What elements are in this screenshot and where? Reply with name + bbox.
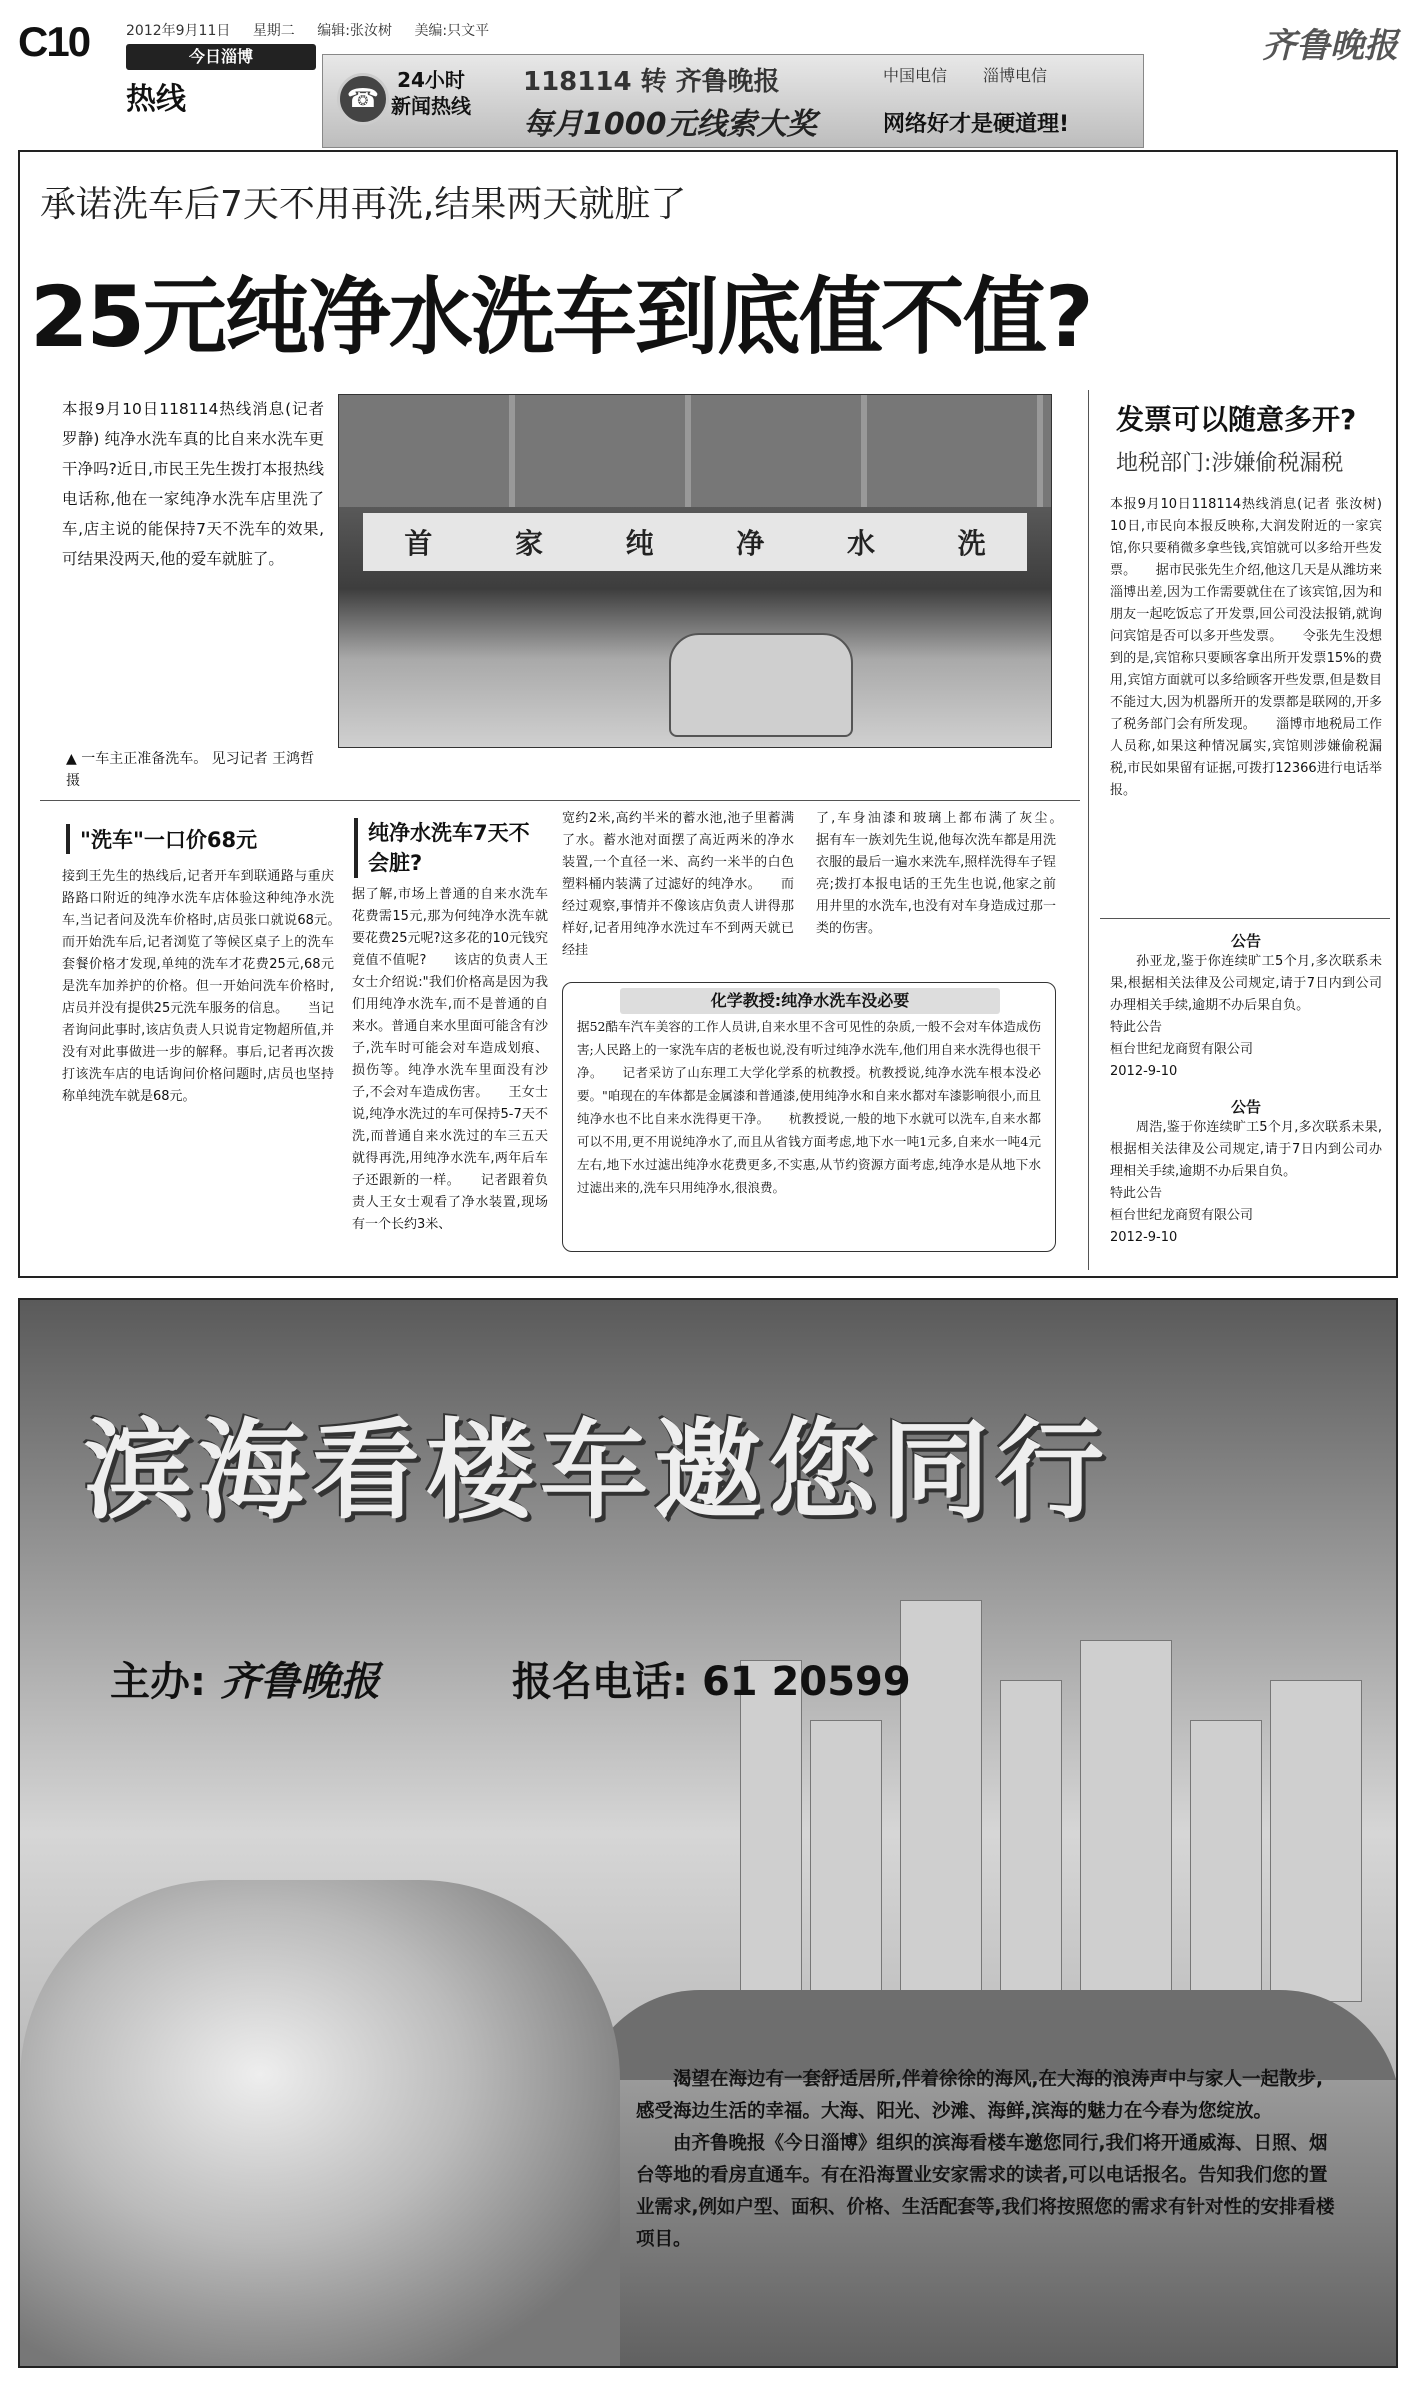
notice-text: 孙亚龙,鉴于你连续旷工5个月,多次联系未果,根据相关法律及公司规定,请于7日内到公司办理相关手续,逾期不办后果自负。	[1110, 954, 1382, 1013]
sign-char: 首	[404, 527, 433, 560]
sign-char: 纯	[625, 527, 654, 560]
ad-title: 滨海看楼车邀您同行	[84, 1409, 1111, 1534]
section3-text: 宽约2米,高约半米的蓄水池,池子里蓄满了水。蓄水池对面摆了高近两米的净水装置,一个直径一米、高约一米半的白色塑料桶内装满了过滤好的纯净水。 而经过观察,事情并不像该店负责人讲得那样好,记者用纯净水洗过车不到两天就已经挂	[562, 811, 794, 958]
divider	[1088, 390, 1089, 1270]
photo-car	[669, 633, 853, 737]
section2-title: 纯净水洗车7天不会脏?	[354, 818, 548, 878]
designer-credit: 美编:只文平	[414, 23, 490, 39]
issue-weekday: 星期二	[252, 23, 295, 39]
ad-host-name: 齐鲁晚报	[219, 1658, 380, 1705]
ad-building	[1270, 1680, 1362, 2002]
telephone-icon: ☎	[337, 73, 389, 125]
notice-1	[1110, 930, 1382, 1083]
news-photo	[338, 394, 1052, 748]
banner-slogan: 每月1000元线索大奖	[523, 107, 817, 142]
ad-building	[810, 1720, 882, 2002]
box-title: 化学教授:纯净水洗车没必要	[620, 988, 1000, 1014]
notice-sign: 特此公告	[1110, 1186, 1163, 1201]
banner-number: 118114 转 齐鲁晚报	[523, 67, 780, 97]
article-subhead: 承诺洗车后7天不用再洗,结果两天就脏了	[40, 184, 687, 225]
sidebar-title: 发票可以随意多开?	[1116, 403, 1357, 436]
section4-text: 了,车身油漆和玻璃上都布满了灰尘。 据有车一族刘先生说,他每次洗车都是用洗衣服的最后一遍水来洗车,照样洗得车子锃亮;拨打本报电话的王先生也说,他家之前用井里的水洗车,也没有对车身造成过那一类的伤害。	[816, 811, 1083, 936]
editor-credit: 编辑:张汝树	[317, 23, 392, 39]
divider	[1100, 918, 1390, 919]
ad-paragraph: 由齐鲁晚报《今日淄博》组织的滨海看楼车邀您同行,我们将开通威海、日照、烟台等地的看房直通车。有在沿海置业安家需求的读者,可以电话报名。告知我们您的置业需求,例如户型、面积、价格、生活配套等,我们将按照您的需求有针对性的安排看楼项目。	[636, 2133, 1335, 2250]
ad-building	[1000, 1680, 1062, 2002]
masthead-logo: 齐鲁晚报	[1262, 26, 1398, 66]
photo-posters	[339, 395, 1051, 507]
photo-shop-sign	[363, 513, 1027, 571]
section1-title: "洗车"一口价68元	[66, 824, 257, 854]
notice-company: 桓台世纪龙商贸有限公司	[1110, 1042, 1254, 1057]
ad-family-photo	[20, 1880, 620, 2366]
section-name: 热线	[126, 82, 186, 117]
header-meta	[126, 20, 507, 40]
notice-2	[1110, 1096, 1382, 1249]
notice-date: 2012-9-10	[1110, 1064, 1178, 1079]
section-tag: 今日淄博	[126, 44, 316, 70]
ad-building	[900, 1600, 982, 2002]
banner-telecom: 中国电信	[883, 66, 948, 85]
sidebar-subtitle: 地税部门:涉嫌偷税漏税	[1116, 451, 1344, 476]
ad-building	[740, 1660, 802, 2002]
ad-paragraph: 渴望在海边有一套舒适居所,伴着徐徐的海风,在大海的浪涛声中与家人一起散步,感受海边生活的幸福。大海、阳光、沙滩、海鲜,滨海的魅力在今春为您绽放。	[636, 2069, 1324, 2122]
article-headline: 25元纯净水洗车到底值不值?	[30, 268, 1092, 366]
sidebar-text: 本报9月10日118114热线消息(记者 张汝树) 10日,市民向本报反映称,大润发附近的一家宾馆,你只要稍微多拿些钱,宾馆就可以多给开些发票。 据市民张先生介绍,他这几天是从潍坊来淄博出差,因为工作需要就住在了该宾馆,因为和朋友一起吃饭忘了开发票,回公司没法报销,就询问宾馆是否可以多开些发票。 令张先生没想到的是,宾馆称只要顾客拿出所开发票15%的费用,宾馆方面就可以多给顾客开些发票,但是数目不能过大,因为机器所开的发票都是联网的,开多了税务部门会有所发现。 淄博市地税局工作人员称,如果这种情况属实,宾馆则涉嫌偷税漏税,市民如果留有证据,可拨打12366进行电话举报。	[1110, 497, 1382, 798]
notice-text: 周浩,鉴于你连续旷工5个月,多次联系未果,根据相关法律及公司规定,请于7日内到公司办理相关手续,逾期不办后果自负。	[1110, 1120, 1382, 1179]
notice-company: 桓台世纪龙商贸有限公司	[1110, 1208, 1254, 1223]
ad-host	[110, 1650, 380, 1707]
banner-zibo-telecom: 淄博电信	[983, 66, 1048, 85]
notice-sign: 特此公告	[1110, 1020, 1163, 1035]
notice-date: 2012-9-10	[1110, 1230, 1178, 1245]
page-number: C10	[18, 18, 90, 65]
ad-building	[1080, 1640, 1172, 2002]
notice-title: 公告	[1230, 932, 1261, 950]
sidebar-box	[562, 982, 1056, 1252]
ad-building	[1190, 1720, 1262, 2002]
box-text: 据52酷车汽车美容的工作人员讲,自来水里不含可见性的杂质,一般不会对车体造成伤害;人民路上的一家洗车店的老板也说,没有听过纯净水洗车,他们用自来水洗得也很干净。 记者采访了山东理工大学化学系的杭教授。杭教授说,纯净水洗车根本没必要。"咱现在的车体都是金属漆和普通漆,使用纯净水和自来水都对车漆影响很小,而且纯净水也不比自来水洗得更干净。 杭教授说,一般的地下水就可以洗车,自来水都可以不用,更不用说纯净水了,而且从省钱方面考虑,地下水一吨1元多,自来水一吨4元左右,地下水过滤出纯净水花费更多,不实惠,从节约资源方面考虑,纯净水是从地下水过滤出来的,洗车只用纯净水,很浪费。	[577, 1019, 1041, 1195]
sign-char: 净	[736, 527, 765, 560]
hotline-banner	[322, 54, 1144, 148]
notice-title: 公告	[1230, 1098, 1261, 1116]
ad-copy	[636, 2064, 1336, 2256]
divider	[40, 800, 1080, 801]
sign-char: 家	[514, 527, 543, 560]
ad-phone-label: 报名电话:	[512, 1659, 688, 1705]
issue-date: 2012年9月11日	[126, 23, 231, 39]
ad-host-label: 主办:	[110, 1659, 206, 1705]
ad-phone	[512, 1650, 911, 1707]
banner-tagline: 网络好才是硬道理!	[883, 112, 1070, 137]
banner-hotline: 24小时新闻热线	[391, 68, 471, 118]
sign-char: 洗	[957, 527, 986, 560]
ad-phone-number: 61 20599	[701, 1659, 911, 1705]
section2-text: 据了解,市场上普通的自来水洗车花费需15元,那为何纯净水洗车就要花费25元呢?这多花的10元钱究竟值不值呢? 该店的负责人王女士介绍说:"我们价格高是因为我们用纯净水洗车,而不是普通的自来水。普通自来水里面可能含有沙子,洗车时可能会对车造成划痕、损伤等。纯净水洗车里面没有沙子,不会对车造成伤害。 王女士说,纯净水洗过的车可保持5-7天不洗,而普通自来水洗过的车三五天就得再洗,用纯净水洗车,两年后车子还跟新的一样。 记者跟着负责人王女士观看了净水装置,现场有一个长约3米、	[352, 887, 548, 1232]
article-lead: 本报9月10日118114热线消息(记者 罗静) 纯净水洗车真的比自来水洗车更干净吗?近日,市民王先生拨打本报热线电话称,他在一家纯净水洗车店里洗了车,店主说的能保持7天不洗车的效果,可结果没两天,他的爱车就脏了。	[62, 400, 324, 568]
sign-char: 水	[846, 527, 875, 560]
photo-caption: ▲ 一车主正准备洗车。 见习记者 王鸿哲 摄	[66, 751, 315, 789]
section1-text: 接到王先生的热线后,记者开车到联通路与重庆路路口附近的纯净水洗车店体验这种纯净水洗车,当记者问及洗车价格时,店员张口就说68元。 而开始洗车后,记者浏览了等候区桌子上的洗车套餐价格才发现,单纯的洗车才花费25元,68元是洗车加养护的价格。但一开始问洗车价格时,店员并没有提供25元洗车服务的信息。 当记者询问此事时,该店负责人只说肯定物超所值,并没有对此事做进一步的解释。事后,记者再次拨打该洗车店的电话询问价格问题时,店员也坚持称单纯洗车就是68元。	[62, 869, 361, 1104]
